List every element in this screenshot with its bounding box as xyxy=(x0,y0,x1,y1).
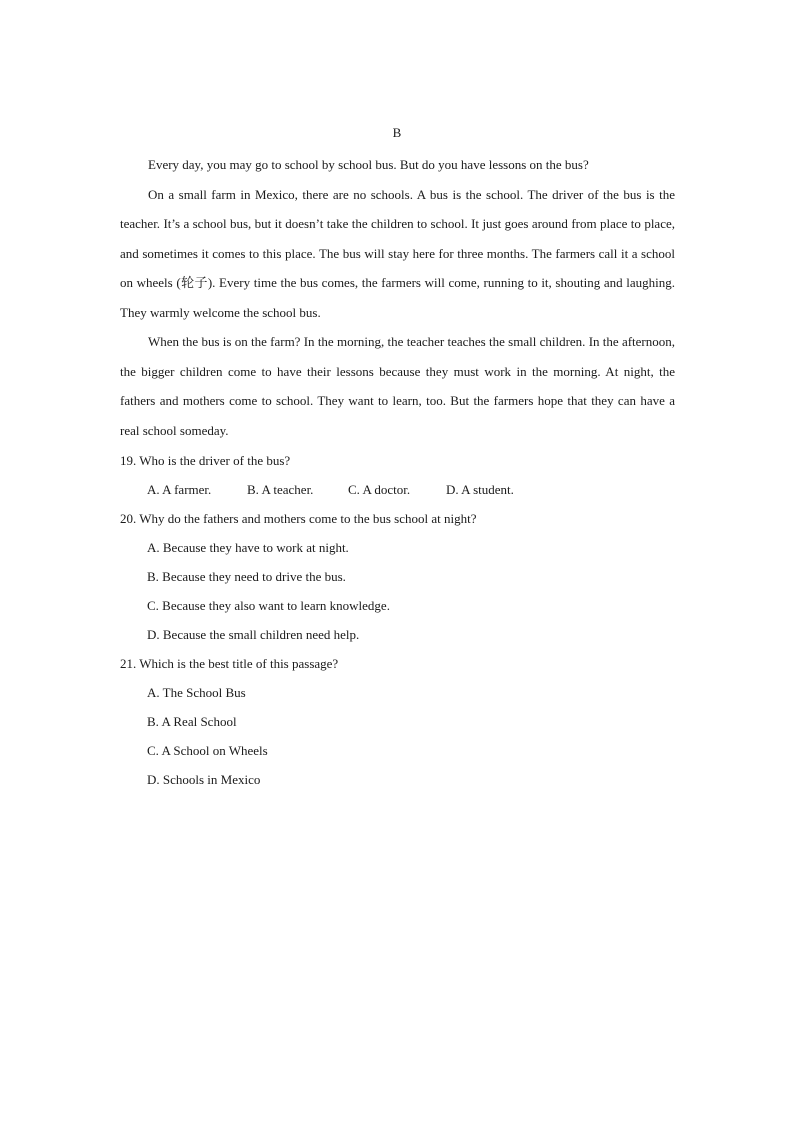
option-b: B. A teacher. xyxy=(247,482,314,497)
reading-passage xyxy=(120,150,675,445)
question-21 xyxy=(120,649,680,794)
passage-paragraph: On a small farm in Mexico, there are no schools. A bus is the school. The driver of the bus is the teacher. It’s a school bus, but it doesn’t take the children to school. It just goes around from place to place, and sometimes it comes to this place. The bus will stay here for three months. The farmers call it a school on wheels (轮子). Every time the bus comes, the farmers will come, running to it, shouting and laughing. They warmly welcome the school bus. xyxy=(120,186,675,320)
option-a: A. Because they have to work at night. xyxy=(147,540,349,555)
question-19 xyxy=(120,446,680,504)
question-list xyxy=(120,446,680,794)
options-row xyxy=(120,475,680,504)
option-b: B. A Real School xyxy=(147,714,237,729)
option-c: C. A School on Wheels xyxy=(147,743,268,758)
option-b: B. Because they need to drive the bus. xyxy=(147,569,346,584)
option-a: A. A farmer. xyxy=(147,482,212,497)
option-a: A. The School Bus xyxy=(147,685,246,700)
option-c: C. Because they also want to learn knowledge. xyxy=(147,598,390,613)
option-c: C. A doctor. xyxy=(348,482,411,497)
option-d: D. Because the small children need help. xyxy=(147,627,360,642)
question-20 xyxy=(120,504,680,649)
question-stem: 19. Who is the driver of the bus? xyxy=(120,453,291,468)
question-stem: 21. Which is the best title of this passage? xyxy=(120,656,339,671)
option-d: D. A student. xyxy=(446,482,514,497)
passage-paragraph: When the bus is on the farm? In the morning, the teacher teaches the small children. In the afternoon, the bigger children come to have their lessons because they must work in the morning. At night, the fathers and mothers come to school. They want to learn, too. But the farmers hope that they can have a real school someday. xyxy=(120,334,675,438)
option-d: D. Schools in Mexico xyxy=(147,772,261,787)
question-stem: 20. Why do the fathers and mothers come to the bus school at night? xyxy=(120,511,477,526)
passage-paragraph: Every day, you may go to school by school bus. But do you have lessons on the bus? xyxy=(148,157,589,172)
section-label: B xyxy=(392,125,402,140)
